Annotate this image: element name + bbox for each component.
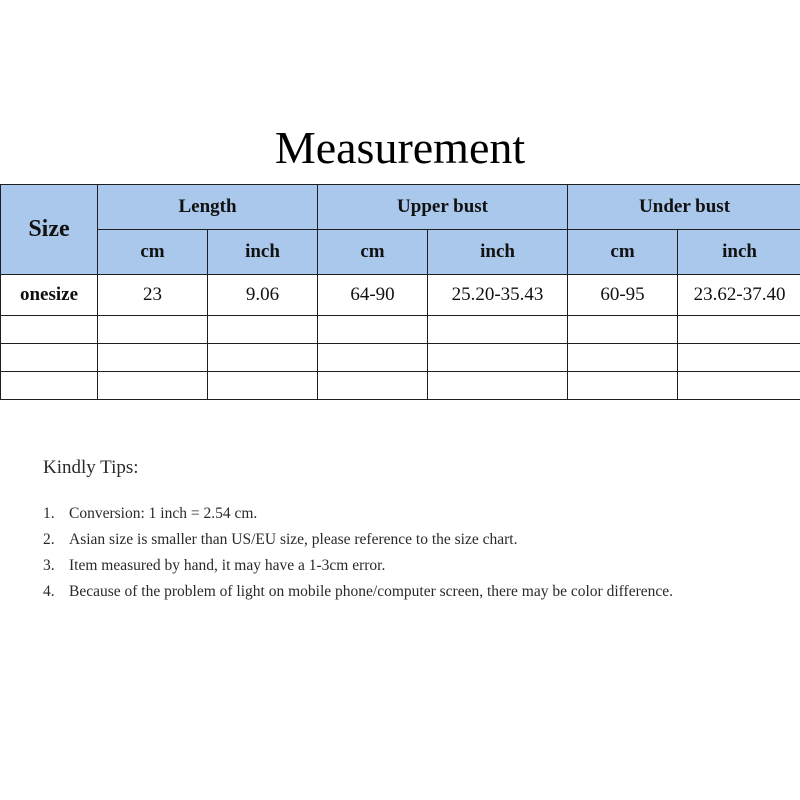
upper-bust-cm-cell: 64-90 bbox=[318, 275, 428, 316]
size-chart-table bbox=[0, 184, 800, 400]
under-bust-cm-cell: 60-95 bbox=[568, 275, 678, 316]
tip-text: Item measured by hand, it may have a 1-3cm error. bbox=[69, 557, 386, 574]
tip-item bbox=[43, 553, 743, 579]
tip-number: 2. bbox=[43, 531, 55, 548]
unit-header: cm bbox=[98, 230, 208, 275]
tip-text: Asian size is smaller than US/EU size, please reference to the size chart. bbox=[69, 531, 518, 548]
under-bust-group-header: Under bust bbox=[568, 185, 800, 230]
tips-title: Kindly Tips: bbox=[43, 457, 139, 478]
tip-item bbox=[43, 527, 743, 553]
length-cm-cell: 23 bbox=[98, 275, 208, 316]
table-unit-row bbox=[1, 230, 800, 275]
empty-table-row bbox=[1, 316, 800, 344]
table-row bbox=[1, 275, 800, 316]
tips-list bbox=[43, 501, 743, 605]
under-bust-inch-cell: 23.62-37.40 bbox=[678, 275, 800, 316]
unit-header: inch bbox=[208, 230, 318, 275]
upper-bust-group-header: Upper bust bbox=[318, 185, 568, 230]
length-group-header: Length bbox=[98, 185, 318, 230]
size-column-header: Size bbox=[1, 185, 98, 275]
tip-text: Conversion: 1 inch = 2.54 cm. bbox=[69, 505, 258, 522]
table-header-row bbox=[1, 185, 800, 230]
unit-header: inch bbox=[678, 230, 800, 275]
length-inch-cell: 9.06 bbox=[208, 275, 318, 316]
tip-number: 1. bbox=[43, 505, 55, 522]
kindly-tips bbox=[43, 455, 743, 605]
upper-bust-inch-cell: 25.20-35.43 bbox=[428, 275, 568, 316]
tip-item bbox=[43, 579, 743, 605]
unit-header: cm bbox=[568, 230, 678, 275]
unit-header: inch bbox=[428, 230, 568, 275]
tip-text: Because of the problem of light on mobile phone/computer screen, there may be color difference. bbox=[69, 583, 673, 600]
tip-number: 3. bbox=[43, 557, 55, 574]
tip-item bbox=[43, 501, 743, 527]
unit-header: cm bbox=[318, 230, 428, 275]
tip-number: 4. bbox=[43, 583, 55, 600]
empty-table-row bbox=[1, 344, 800, 372]
page-title: Measurement bbox=[274, 122, 526, 173]
empty-table-row bbox=[1, 372, 800, 400]
size-cell: onesize bbox=[1, 275, 98, 316]
